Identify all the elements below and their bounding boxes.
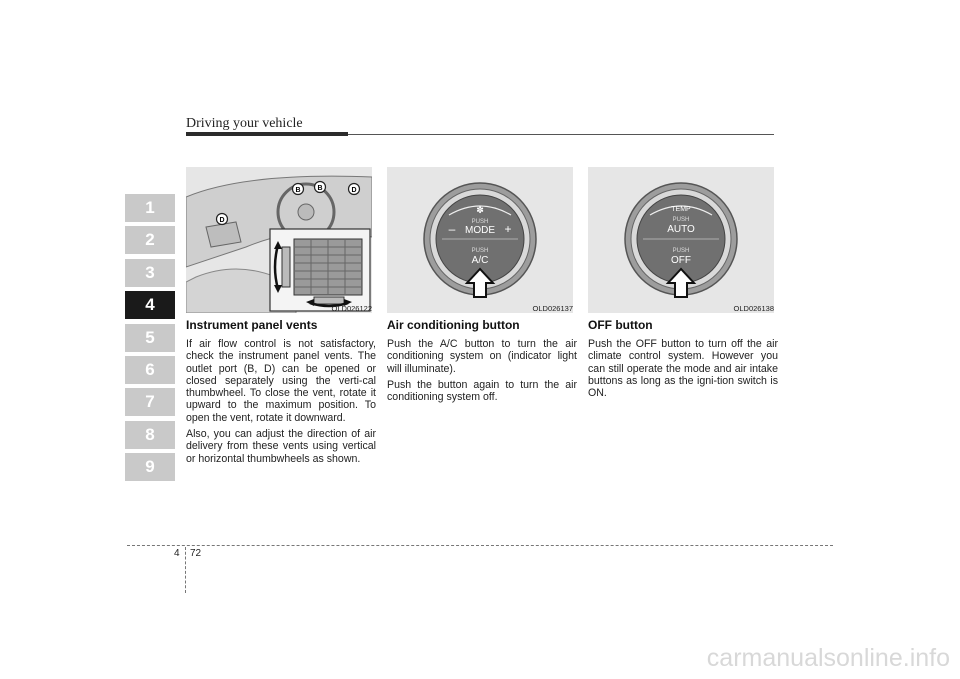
figure-ac-button [387, 167, 573, 313]
ac-label: A/C [471, 255, 489, 266]
auto-label: AUTO [667, 224, 695, 235]
section-paragraph: Push the button again to turn the air conditioning system off. [387, 378, 577, 404]
footer-rule [127, 545, 833, 546]
mode-push-label: PUSH [471, 219, 489, 225]
footer-chapter-number: 4 [174, 548, 180, 559]
section-title: Instrument panel vents [186, 318, 318, 332]
section-paragraph: Also, you can adjust the direction of air delivery from these vents using vertical or horizontal thumbwheels as shown. [186, 428, 376, 465]
chapter-tab-9[interactable]: 9 [125, 453, 175, 481]
chapter-tab-3[interactable]: 3 [125, 259, 175, 287]
ac-push-label: PUSH [471, 248, 489, 254]
chapter-tab-5[interactable]: 5 [125, 324, 175, 352]
footer-page-number: 72 [190, 548, 202, 559]
footer-divider [185, 547, 186, 593]
figure-label-b1: B [295, 187, 301, 194]
figure-code-3: OLD026138 [733, 304, 774, 313]
figure-code-1: OLD026122 [331, 304, 372, 313]
header-rule [348, 134, 774, 135]
mode-label: MODE [465, 225, 495, 236]
chapter-tab-2[interactable]: 2 [125, 226, 175, 254]
auto-push-label: PUSH [672, 217, 690, 223]
figure-label-d2: D [219, 217, 225, 224]
temp-label: TEMP [671, 206, 691, 213]
minus-label: – [448, 222, 456, 236]
fan-icon: ✽ [476, 206, 484, 216]
section-title: OFF button [588, 318, 653, 332]
chapter-tab-7[interactable]: 7 [125, 388, 175, 416]
plus-label: + [504, 222, 512, 236]
watermark: carmanualsonline.info [706, 644, 950, 672]
figure-instrument-vents [186, 167, 372, 313]
figure-label-d1: D [351, 187, 357, 194]
ac-knob-illustration [387, 167, 573, 313]
chapter-tab-1[interactable]: 1 [125, 194, 175, 222]
off-label: OFF [671, 255, 691, 266]
chapter-tab-6[interactable]: 6 [125, 356, 175, 384]
off-push-label: PUSH [672, 248, 690, 254]
chapter-tabs [125, 194, 175, 486]
section-paragraph: Push the OFF button to turn off the air climate control system. However you can still operate the mode and air intake buttons as long as the igni-tion switch is ON. [588, 338, 778, 400]
section-paragraph: If air flow control is not satisfactory, check the instrument panel vents. The outlet port (B, D) can be opened or closed separately using the verti-cal thumbwheel. To close the vent, rotate it upward to the maximum position. To open the vent, rotate it downward. [186, 338, 376, 424]
section-off-button [588, 318, 778, 403]
header-bar [186, 132, 348, 136]
page-header-title: Driving your vehicle [186, 116, 303, 131]
section-ac-button [387, 318, 577, 407]
chapter-tab-8[interactable]: 8 [125, 421, 175, 449]
figure-code-2: OLD026137 [532, 304, 573, 313]
section-title: Air conditioning button [387, 318, 520, 332]
chapter-tab-4[interactable]: 4 [125, 291, 175, 319]
figure-off-button [588, 167, 774, 313]
figure-label-b2: B [317, 185, 323, 192]
dashboard-illustration [186, 167, 372, 313]
off-knob-illustration [588, 167, 774, 313]
section-paragraph: Push the A/C button to turn the air conditioning system on (indicator light will illuminate). [387, 338, 577, 375]
section-instrument-vents [186, 318, 376, 469]
